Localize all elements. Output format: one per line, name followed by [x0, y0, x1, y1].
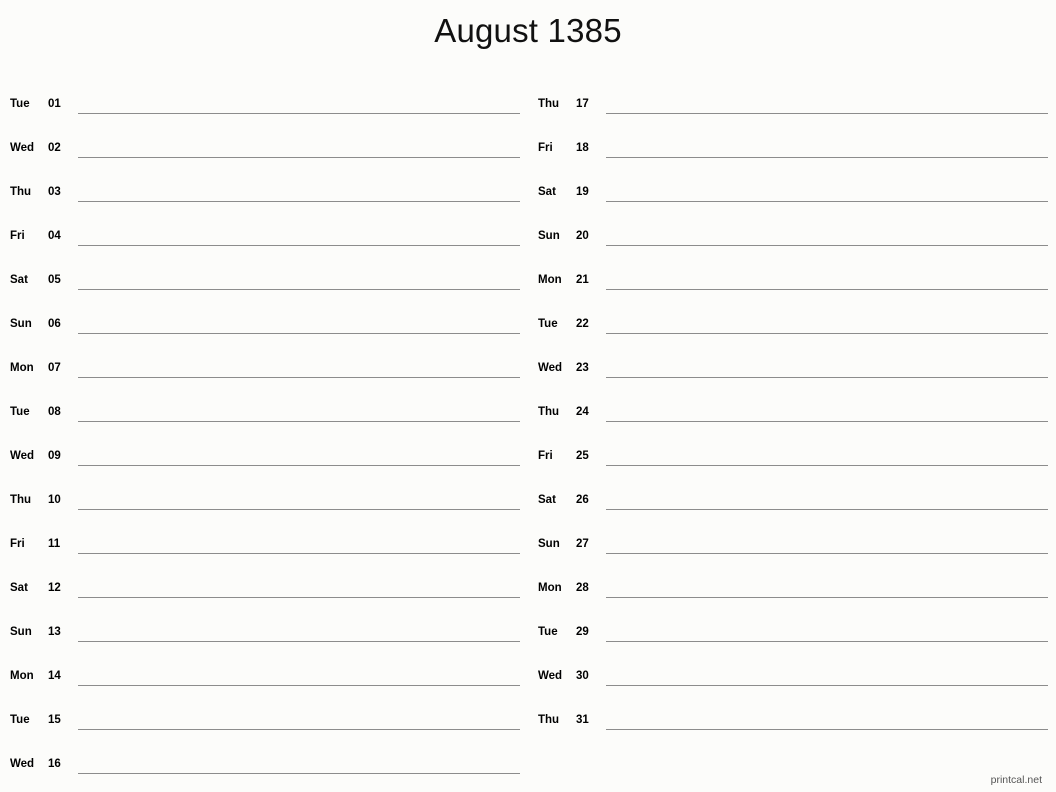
day-number-label: 29: [576, 626, 589, 638]
day-number-label: 06: [48, 318, 61, 330]
day-write-line[interactable]: [78, 245, 520, 290]
day-row: [538, 246, 1048, 290]
day-number-label: 28: [576, 582, 589, 594]
day-of-week-label: Fri: [538, 142, 553, 154]
day-of-week-label: Fri: [10, 538, 25, 550]
day-number-label: 19: [576, 186, 589, 198]
day-of-week-label: Tue: [538, 318, 558, 330]
day-row: [538, 114, 1048, 158]
day-of-week-label: Thu: [10, 186, 32, 198]
day-of-week-label: Tue: [10, 714, 30, 726]
left-column: [0, 70, 528, 774]
day-of-week-label: Sun: [538, 230, 560, 242]
day-row: [10, 554, 520, 598]
day-row: [538, 422, 1048, 466]
day-of-week-label: Mon: [10, 670, 34, 682]
day-number-label: 27: [576, 538, 589, 550]
day-number-label: 03: [48, 186, 61, 198]
day-write-line[interactable]: [606, 289, 1048, 334]
day-number-label: 18: [576, 142, 589, 154]
day-row: [538, 554, 1048, 598]
day-number-label: 25: [576, 450, 589, 462]
day-row: [538, 598, 1048, 642]
day-write-line[interactable]: [78, 113, 520, 158]
day-row: [10, 334, 520, 378]
day-write-line[interactable]: [606, 113, 1048, 158]
day-number-label: 21: [576, 274, 589, 286]
day-number-label: 26: [576, 494, 589, 506]
day-write-line[interactable]: [606, 553, 1048, 598]
day-write-line[interactable]: [78, 509, 520, 554]
day-number-label: 13: [48, 626, 61, 638]
day-write-line[interactable]: [606, 157, 1048, 202]
day-of-week-label: Mon: [538, 274, 562, 286]
footer-credit: printcal.net: [990, 774, 1042, 786]
day-number-label: 24: [576, 406, 589, 418]
day-number-label: 30: [576, 670, 589, 682]
day-row: [538, 70, 1048, 114]
day-write-line[interactable]: [78, 465, 520, 510]
day-of-week-label: Wed: [538, 362, 563, 374]
day-of-week-label: Thu: [538, 98, 560, 110]
day-of-week-label: Sun: [10, 626, 32, 638]
day-row: [10, 202, 520, 246]
day-row: [10, 246, 520, 290]
day-number-label: 01: [48, 98, 61, 110]
day-of-week-label: Sat: [10, 582, 28, 594]
day-write-line[interactable]: [78, 729, 520, 774]
day-row: [10, 378, 520, 422]
day-of-week-label: Sat: [538, 494, 556, 506]
day-row: [10, 642, 520, 686]
day-number-label: 07: [48, 362, 61, 374]
day-number-label: 15: [48, 714, 61, 726]
day-of-week-label: Thu: [538, 406, 560, 418]
day-number-label: 31: [576, 714, 589, 726]
day-number-label: 10: [48, 494, 61, 506]
day-row: [10, 730, 520, 774]
day-row: [538, 466, 1048, 510]
day-of-week-label: Thu: [538, 714, 560, 726]
day-write-line[interactable]: [606, 509, 1048, 554]
day-of-week-label: Wed: [538, 670, 563, 682]
day-of-week-label: Sun: [10, 318, 32, 330]
day-write-line[interactable]: [78, 685, 520, 730]
day-of-week-label: Sat: [10, 274, 28, 286]
day-number-label: 17: [576, 98, 589, 110]
day-write-line[interactable]: [606, 245, 1048, 290]
day-write-line[interactable]: [78, 641, 520, 686]
day-write-line[interactable]: [606, 641, 1048, 686]
day-row: [10, 114, 520, 158]
day-of-week-label: Wed: [10, 758, 35, 770]
day-write-line[interactable]: [78, 553, 520, 598]
day-number-label: 05: [48, 274, 61, 286]
day-row: [10, 686, 520, 730]
day-number-label: 20: [576, 230, 589, 242]
day-write-line[interactable]: [606, 685, 1048, 730]
day-row: [538, 378, 1048, 422]
day-write-line[interactable]: [606, 333, 1048, 378]
day-number-label: 09: [48, 450, 61, 462]
page-title: August 1385: [434, 12, 622, 49]
day-row: [10, 70, 520, 114]
day-of-week-label: Tue: [538, 626, 558, 638]
day-number-label: 23: [576, 362, 589, 374]
day-of-week-label: Tue: [10, 98, 30, 110]
day-write-line[interactable]: [78, 69, 520, 114]
day-write-line[interactable]: [78, 201, 520, 246]
day-number-label: 02: [48, 142, 61, 154]
day-row: [10, 510, 520, 554]
day-write-line[interactable]: [78, 421, 520, 466]
day-row: [10, 598, 520, 642]
day-row: [538, 290, 1048, 334]
day-write-line[interactable]: [78, 157, 520, 202]
day-of-week-label: Mon: [10, 362, 34, 374]
day-of-week-label: Wed: [10, 142, 35, 154]
day-write-line[interactable]: [606, 69, 1048, 114]
day-row: [538, 202, 1048, 246]
right-column: [528, 70, 1056, 774]
day-row: [538, 642, 1048, 686]
day-write-line[interactable]: [606, 465, 1048, 510]
day-number-label: 12: [48, 582, 61, 594]
day-write-line[interactable]: [78, 289, 520, 334]
day-of-week-label: Sun: [538, 538, 560, 550]
day-row: [10, 422, 520, 466]
day-of-week-label: Thu: [10, 494, 32, 506]
day-row: [10, 466, 520, 510]
day-of-week-label: Sat: [538, 186, 556, 198]
day-number-label: 11: [48, 538, 61, 550]
day-write-line[interactable]: [606, 597, 1048, 642]
day-write-line[interactable]: [606, 377, 1048, 422]
day-of-week-label: Fri: [538, 450, 553, 462]
day-row: [538, 510, 1048, 554]
day-number-label: 04: [48, 230, 61, 242]
day-row: [538, 158, 1048, 202]
day-number-label: 22: [576, 318, 589, 330]
day-write-line[interactable]: [606, 201, 1048, 246]
calendar-columns: [0, 70, 1056, 774]
day-number-label: 16: [48, 758, 61, 770]
day-of-week-label: Wed: [10, 450, 35, 462]
day-of-week-label: Mon: [538, 582, 562, 594]
day-write-line[interactable]: [78, 333, 520, 378]
day-write-line[interactable]: [606, 421, 1048, 466]
day-row: [10, 158, 520, 202]
day-row: [10, 290, 520, 334]
day-row: [538, 334, 1048, 378]
day-number-label: 08: [48, 406, 61, 418]
day-write-line[interactable]: [78, 597, 520, 642]
day-row: [538, 686, 1048, 730]
day-write-line[interactable]: [78, 377, 520, 422]
day-of-week-label: Tue: [10, 406, 30, 418]
day-number-label: 14: [48, 670, 61, 682]
day-of-week-label: Fri: [10, 230, 25, 242]
